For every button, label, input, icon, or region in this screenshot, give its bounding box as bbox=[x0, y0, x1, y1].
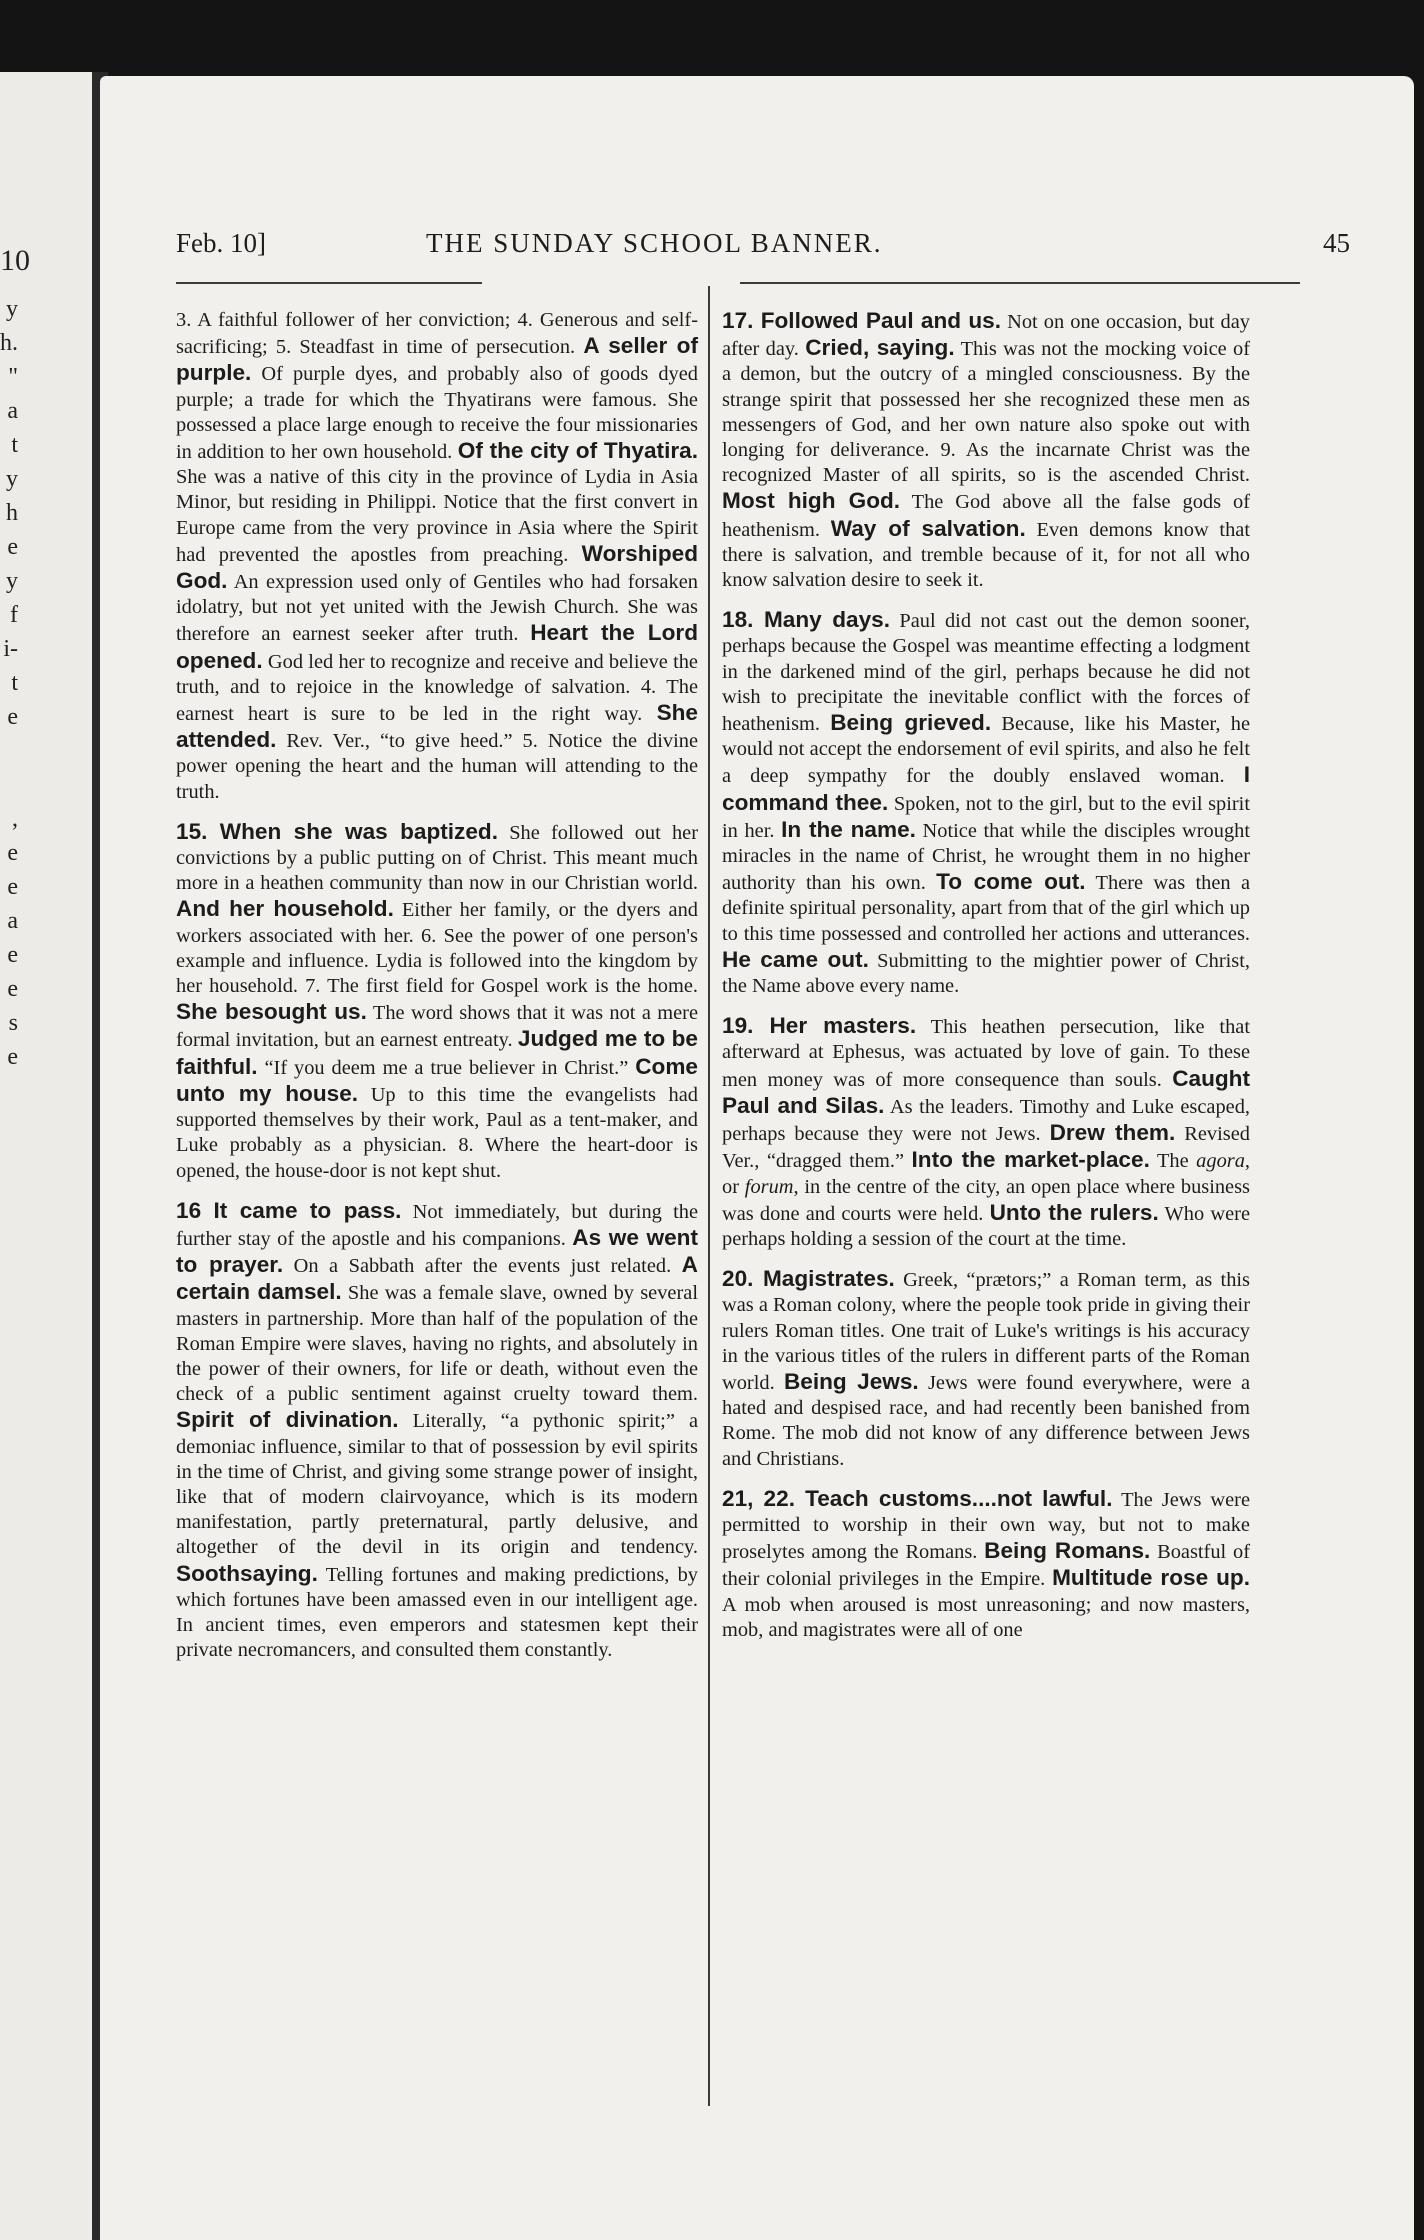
keyword-heading: Worshiped God. bbox=[176, 540, 698, 594]
keyword-heading: Being grieved. bbox=[830, 710, 992, 736]
commentary-text: A mob when aroused is most unreasoning; and now masters, mob, and magistrates were all of one bbox=[722, 1593, 1250, 1641]
keyword-heading: Judged me to be faithful. bbox=[176, 1026, 698, 1079]
commentary-text: God led her to recognize and receive and believe the truth, and to rejoice in the knowledge of salvation. 4. The earnest heart is sure to be led in the right way. bbox=[176, 650, 698, 726]
commentary-text: forum bbox=[744, 1175, 794, 1198]
keyword-heading: She besought us. bbox=[176, 999, 367, 1025]
keyword-heading: Cried, saying. bbox=[805, 335, 955, 361]
fragment: e bbox=[7, 704, 18, 730]
keyword-heading: Of the city of Thyatira. bbox=[457, 438, 698, 464]
keyword-heading: In the name. bbox=[781, 816, 916, 842]
issue-date: Feb. 10] bbox=[176, 228, 266, 258]
fragment: t bbox=[11, 670, 18, 696]
keyword-heading: 20. Magistrates. bbox=[722, 1266, 895, 1292]
commentary-text: Not on one occasion, but day after day. bbox=[722, 311, 1251, 361]
fragment: y bbox=[6, 466, 18, 492]
keyword-heading: A seller of purple. bbox=[176, 333, 698, 386]
publication-title: THE SUNDAY SCHOOL BANNER. bbox=[426, 228, 883, 258]
commentary-text: She was a female slave, owned by several masters in partnership. More than half of the population of the Roman Empire were slaves, having no rights, and absolutely in the power of their owners, for life or death, without even the check of a public sentiment against cruelty toward them. bbox=[176, 1282, 698, 1406]
commentary-text: The God above all the false gods of heathenism. bbox=[722, 491, 1250, 541]
keyword-heading: He came out. bbox=[722, 946, 869, 972]
keyword-heading: 19. Her masters. bbox=[722, 1013, 917, 1039]
commentary-text: The bbox=[1149, 1150, 1197, 1173]
commentary-text: Rev. Ver., “to give heed.” 5. Notice the divine power opening the heart and the human will attending to the truth. bbox=[176, 730, 698, 803]
commentary-text: “If you deem me a true believer in Christ.” bbox=[257, 1056, 636, 1079]
commentary-text: She was a native of this city in the province of Lydia in Asia Minor, but residing in Philippi. Notice that the first convert in Europe came from the very province in Asia where the Spirit had prevented the apostles from preaching. bbox=[176, 466, 698, 566]
keyword-heading: Being Romans. bbox=[984, 1538, 1151, 1564]
fragment: i- bbox=[3, 636, 18, 662]
commentary-text: Even demons know that there is salvation, and tremble because of it, for not all who know salvation desire to seek it. bbox=[722, 518, 1251, 592]
commentary-text: Revised Ver., “dragged them.” bbox=[722, 1123, 1250, 1173]
commentary-text: Either her family, or the dyers and workers associated with her. 6. See the power of one person's example and influence. Lydia is followed into the kingdom by her household. 7. The first field for Gospel work is the home. bbox=[176, 899, 698, 998]
fragment: e bbox=[7, 1044, 18, 1070]
fragment: t bbox=[11, 432, 18, 458]
fragment: s bbox=[8, 1010, 18, 1036]
fragment bbox=[0, 734, 18, 768]
commentary-paragraph bbox=[722, 1486, 1250, 1643]
fragment: e bbox=[7, 534, 18, 560]
magazine-page bbox=[100, 76, 1414, 2240]
commentary-paragraph bbox=[722, 308, 1250, 593]
commentary-text: Jews were found everywhere, were a hated and despised race, and had recently been banished from Rome. The mob did not know of any difference between Jews and Christians. bbox=[722, 1371, 1250, 1470]
header-rule-right bbox=[740, 282, 1300, 284]
previous-page-edge bbox=[0, 72, 92, 2240]
commentary-text: Spoken, not to the girl, but to the evil spirit in her. bbox=[722, 792, 1250, 842]
keyword-heading: 18. Many days. bbox=[722, 607, 891, 633]
header-rule-left bbox=[176, 282, 482, 284]
right-column bbox=[722, 308, 1250, 1657]
commentary-text: Because, like his Master, he would not accept the endorsement of evil spirits, and also he felt a deep sympathy for the doubly enslaved woman. bbox=[722, 713, 1250, 788]
fragment: e bbox=[7, 976, 18, 1002]
keyword-heading: Caught Paul and Silas. bbox=[722, 1065, 1250, 1118]
commentary-paragraph bbox=[722, 1013, 1250, 1252]
commentary-paragraph bbox=[176, 308, 698, 805]
fragment: e bbox=[7, 840, 18, 866]
fragment: h. bbox=[0, 330, 18, 356]
commentary-text: There was then a definite spiritual personality, apart from that of the girl which up to this time possessed and controlled her actions and utterances. bbox=[722, 872, 1251, 945]
fragment: , bbox=[12, 806, 18, 832]
fragment: " bbox=[8, 364, 18, 390]
commentary-text: Who were perhaps holding a session of the court at the time. bbox=[722, 1202, 1250, 1250]
commentary-paragraph bbox=[722, 607, 1250, 999]
commentary-text: This heathen persecution, like that afterward at Ephesus, was actuated by love of gain. To these men money was of more consequence than souls. bbox=[722, 1016, 1250, 1091]
fragment: e bbox=[7, 942, 18, 968]
keyword-heading: To come out. bbox=[936, 869, 1086, 895]
keyword-heading: Heart the Lord opened. bbox=[176, 620, 698, 673]
commentary-text: Paul did not cast out the demon sooner, perhaps because the Gospel was meantime effecting a lodgment in the darkened mind of the girl, perhaps because he did not wish to precipitate the inevitable conflict with the forces of heathenism. bbox=[722, 610, 1251, 736]
commentary-text: The Jews were permitted to worship in their own way, but not to make proselytes among the Romans. bbox=[722, 1488, 1250, 1564]
commentary-text: Up to this time the evangelists had supported themselves by their work, Paul as a tent-maker, and Luke probably as a physician. 8. Where the heart-door is opened, the house-door is not kept shut. bbox=[176, 1083, 698, 1182]
commentary-text: The word shows that it was not a mere formal invitation, but an earnest entreaty. bbox=[176, 1002, 698, 1052]
commentary-text: As the leaders. Timothy and Luke escaped, perhaps because they were not Jews. bbox=[722, 1095, 1250, 1146]
fragment: e bbox=[7, 874, 18, 900]
keyword-heading: And her household. bbox=[176, 896, 394, 922]
keyword-heading: Soothsaying. bbox=[176, 1560, 318, 1586]
commentary-text: Not immediately, but during the further stay of the apostle and his companions. bbox=[176, 1200, 698, 1250]
keyword-heading: A certain damsel. bbox=[176, 1252, 698, 1305]
commentary-paragraph bbox=[176, 1198, 698, 1664]
commentary-text: Greek, “prætors;” a Roman term, as this was a Roman colony, where the people took pride in giving their rulers Roman titles. One trait of Luke's writings is his accuracy in the various titles of the rulers in different parts of the Roman world. bbox=[722, 1269, 1250, 1394]
keyword-heading: Most high God. bbox=[722, 488, 901, 514]
keyword-heading: Drew them. bbox=[1049, 1120, 1176, 1146]
keyword-heading: She attended. bbox=[176, 700, 698, 753]
commentary-text: 3. A faithful follower of her conviction; 4. Generous and self-sacrificing; 5. Steadfast in time of persecution. bbox=[176, 309, 698, 359]
previous-page-text-fragments bbox=[0, 292, 18, 1074]
commentary-text: , or bbox=[722, 1150, 1250, 1198]
commentary-text: Of purple dyes, and probably also of goods dyed purple; a trade for which the Thyatirans were famous. She possessed a place large enough to receive the four missionaries in addition to her own household. bbox=[176, 363, 698, 464]
commentary-paragraph bbox=[176, 819, 698, 1184]
commentary-text: This was not the mocking voice of a demon, but the outcry of a mingled consciousness. By the strange spirit that possessed her she recognized these men as messengers of God, and her own nature also spoke out with longing for deliverance. 9. As the incarnate Christ was the recognized Master of all spirits, so is the ascended Christ. bbox=[722, 338, 1250, 487]
keyword-heading: Unto the rulers. bbox=[989, 1199, 1159, 1225]
commentary-text: agora bbox=[1196, 1150, 1245, 1173]
keyword-heading: I command thee. bbox=[722, 762, 1250, 815]
fragment: h bbox=[6, 500, 18, 526]
commentary-text: An expression used only of Gentiles who had forsaken idolatry, but not yet united with the Jewish Church. She was therefore an earnest seeker after truth. bbox=[176, 571, 698, 646]
keyword-heading: 17. Followed Paul and us. bbox=[722, 308, 1001, 333]
commentary-text: Boastful of their colonial privileges in the Empire. bbox=[722, 1541, 1250, 1591]
fragment: a bbox=[7, 398, 18, 424]
commentary-text: Literally, “a pythonic spirit;” a demoniac influence, similar to that of possession by evil spirits in the time of Christ, and giving some strange power of insight, like that of modern clairvoyance, which is its modern manifestation, partly preternatural, partly delusive, and altogether of the devil in its origin and tendency. bbox=[176, 1410, 699, 1559]
commentary-text: Submitting to the mightier power of Christ, the Name above every name. bbox=[722, 949, 1250, 998]
commentary-text: She followed out her convictions by a public putting on of Christ. This meant much more in a heathen community than now in our Christian world. bbox=[176, 821, 698, 895]
fragment: f bbox=[10, 602, 18, 628]
running-header bbox=[176, 228, 1350, 264]
previous-page-number: 10 bbox=[0, 244, 30, 277]
fragment: a bbox=[7, 908, 18, 934]
keyword-heading: Come unto my house. bbox=[176, 1053, 698, 1106]
page-number: 45 bbox=[1323, 228, 1350, 258]
keyword-heading: 16 It came to pass. bbox=[176, 1197, 402, 1223]
commentary-text: Telling fortunes and making predictions, by which fortunes have been amassed even in our intelligent age. In ancient times, even emperors and statesmen kept their private necromancers, and consulted them constantly. bbox=[176, 1563, 698, 1662]
keyword-heading: Multitude rose up. bbox=[1052, 1565, 1250, 1591]
left-column bbox=[176, 308, 698, 1677]
fragment: y bbox=[6, 296, 18, 322]
keyword-heading: 15. When she was baptized. bbox=[176, 818, 498, 844]
keyword-heading: Spirit of divination. bbox=[176, 1407, 399, 1433]
commentary-text: , in the centre of the city, an open place where business was done and courts were held. bbox=[722, 1175, 1250, 1225]
keyword-heading: Way of salvation. bbox=[830, 515, 1026, 541]
keyword-heading: 21, 22. Teach customs....not lawful. bbox=[722, 1485, 1113, 1511]
fragment bbox=[0, 768, 18, 802]
commentary-paragraph bbox=[722, 1266, 1250, 1472]
keyword-heading: As we went to prayer. bbox=[176, 1224, 698, 1278]
column-divider bbox=[708, 286, 710, 2106]
keyword-heading: Being Jews. bbox=[783, 1368, 919, 1394]
commentary-text: Notice that while the disciples wrought miracles in the name of Christ, he wrought them in no higher authority than his own. bbox=[722, 819, 1250, 895]
keyword-heading: Into the market-place. bbox=[911, 1147, 1150, 1173]
commentary-text: On a Sabbath after the events just related. bbox=[283, 1255, 682, 1278]
fragment: y bbox=[6, 568, 18, 594]
